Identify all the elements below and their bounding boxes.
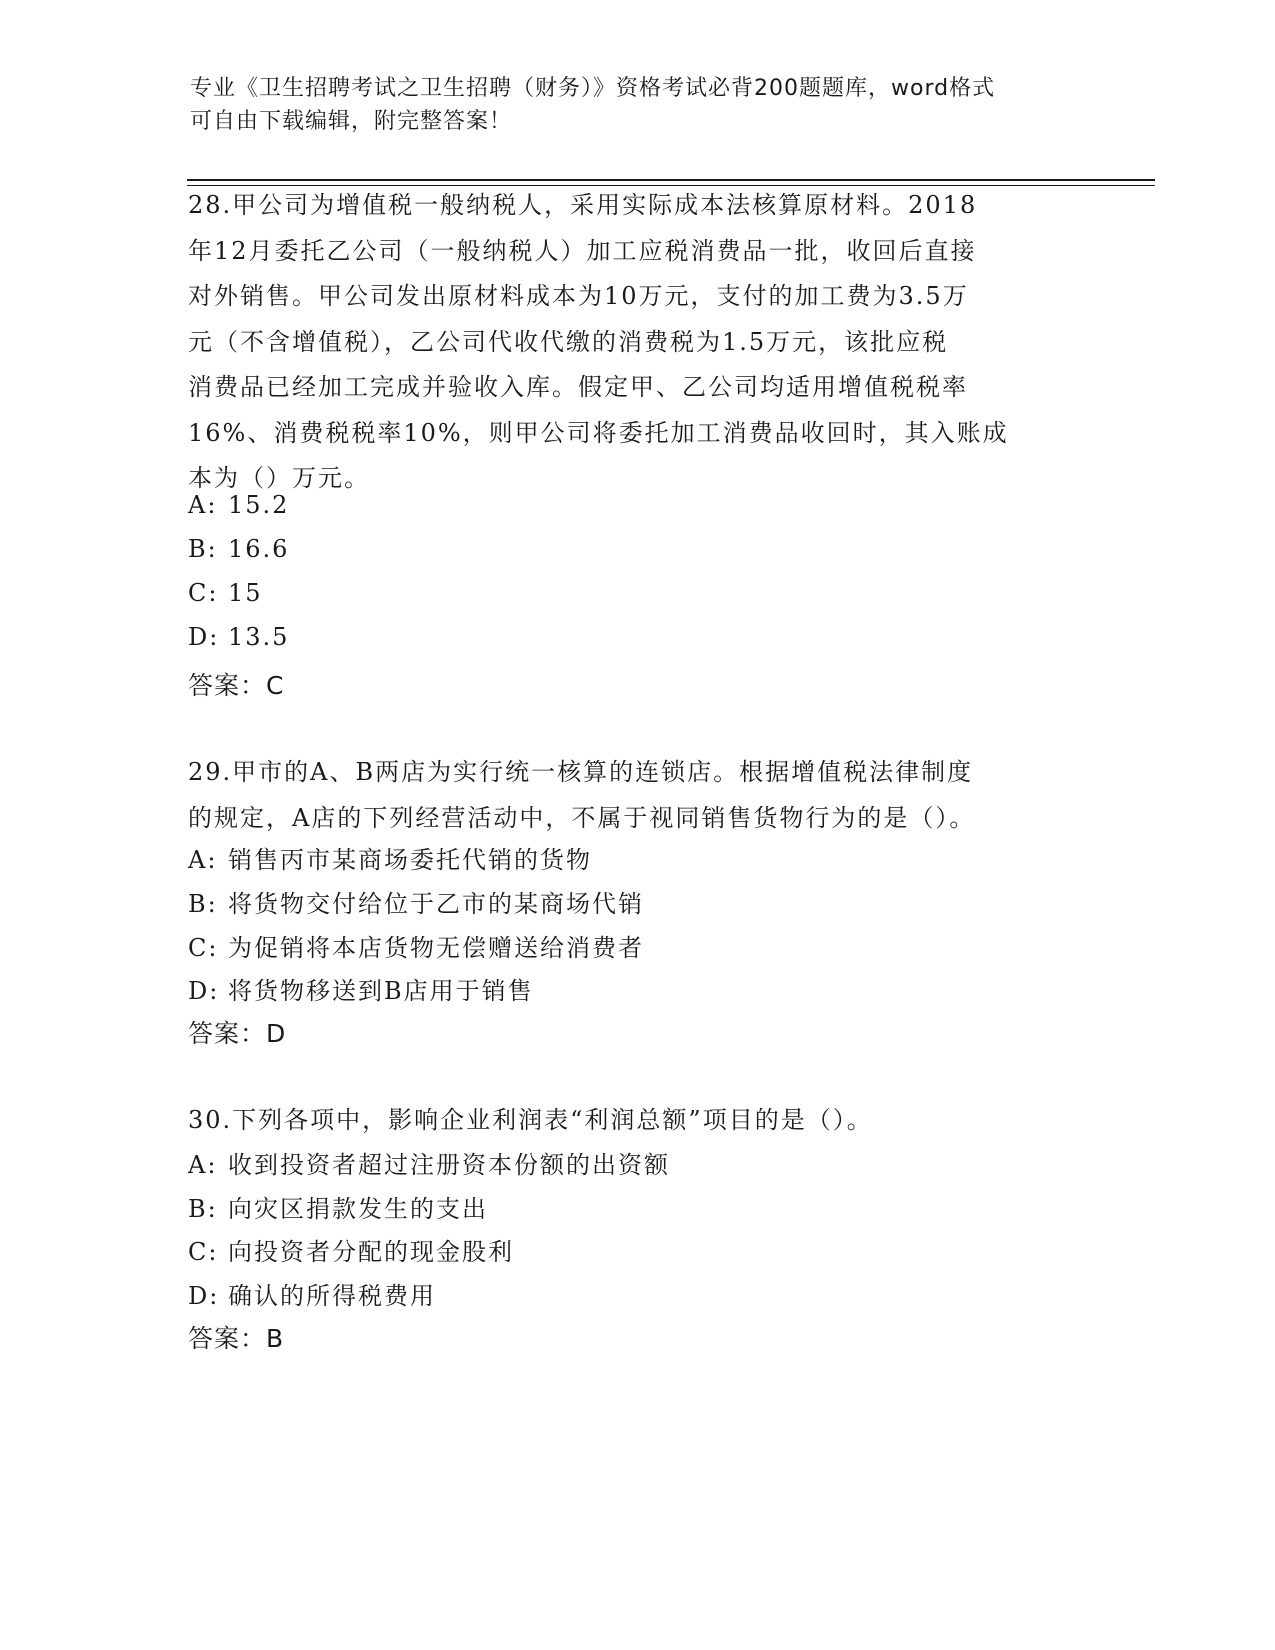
option-letter: A: bbox=[188, 491, 218, 519]
question-line: 28.甲公司为增值税一般纳税人，采用实际成本法核算原材料。2018 bbox=[188, 191, 978, 219]
option-letter: D: bbox=[188, 1282, 220, 1310]
option-letter: C: bbox=[188, 579, 219, 607]
option-text: 15 bbox=[228, 579, 263, 607]
option-text: 15.2 bbox=[228, 491, 290, 519]
question-line: 本为（）万元。 bbox=[188, 464, 370, 492]
question-line: 对外销售。甲公司发出原材料成本为10万元，支付的加工费为3.5万 bbox=[188, 282, 969, 310]
option-letter: A: bbox=[188, 846, 218, 874]
question-28-answer: 答案：C bbox=[188, 671, 285, 700]
option-letter: D: bbox=[188, 977, 220, 1005]
option-text: 向投资者分配的现金股利 bbox=[228, 1238, 514, 1266]
option-letter: C: bbox=[188, 934, 219, 962]
question-30-text bbox=[188, 1098, 873, 1144]
header-rule-thick bbox=[187, 179, 1155, 181]
header-line-2: 可自由下载编辑，附完整答案！ bbox=[190, 109, 513, 134]
option-text: 销售丙市某商场委托代销的货物 bbox=[228, 846, 592, 874]
option-text: 16.6 bbox=[228, 535, 290, 563]
question-28-option-b bbox=[188, 535, 289, 563]
document-header bbox=[190, 72, 1080, 138]
question-29-text bbox=[188, 750, 975, 841]
question-29-answer: 答案：D bbox=[188, 1019, 287, 1048]
option-letter: C: bbox=[188, 1238, 219, 1266]
option-text: 向灾区捐款发生的支出 bbox=[228, 1195, 488, 1223]
question-30-option-b bbox=[188, 1189, 488, 1224]
header-line-1: 专业《卫生招聘考试之卫生招聘（财务）》资格考试必背200题题库，word格式 bbox=[190, 76, 996, 101]
option-text: 13.5 bbox=[228, 623, 290, 651]
option-text: 收到投资者超过注册资本份额的出资额 bbox=[228, 1151, 670, 1179]
question-30-option-d bbox=[188, 1276, 436, 1311]
question-28-option-c bbox=[188, 579, 263, 607]
option-letter: A: bbox=[188, 1151, 218, 1179]
question-30-option-c bbox=[188, 1232, 514, 1267]
option-text: 为促销将本店货物无偿赠送给消费者 bbox=[228, 934, 644, 962]
question-28-option-a bbox=[188, 491, 289, 519]
question-30-option-a bbox=[188, 1145, 670, 1180]
question-29-option-b bbox=[188, 884, 644, 919]
option-text: 确认的所得税费用 bbox=[228, 1282, 436, 1310]
option-letter: B: bbox=[188, 535, 218, 563]
question-29-option-d bbox=[188, 971, 534, 1006]
option-text: 将货物交付给位于乙市的某商场代销 bbox=[228, 890, 644, 918]
question-line: 30.下列各项中，影响企业利润表“利润总额”项目的是（）。 bbox=[188, 1106, 873, 1134]
question-29-option-c bbox=[188, 928, 644, 963]
question-line: 29.甲市的A、B两店为实行统一核算的连锁店。根据增值税法律制度 bbox=[188, 758, 974, 786]
question-28-option-d bbox=[188, 623, 289, 651]
question-line: 年12月委托乙公司（一般纳税人）加工应税消费品一批，收回后直接 bbox=[188, 236, 977, 265]
option-text: 将货物移送到B店用于销售 bbox=[228, 977, 534, 1005]
option-letter: B: bbox=[188, 890, 218, 918]
question-28-text bbox=[188, 183, 1009, 502]
question-30-answer: 答案：B bbox=[188, 1324, 285, 1353]
question-line: 的规定，A店的下列经营活动中，不属于视同销售货物行为的是（）。 bbox=[188, 803, 976, 832]
question-line: 消费品已经加工完成并验收入库。假定甲、乙公司均适用增值税税率 bbox=[188, 373, 968, 401]
question-line: 元（不含增值税），乙公司代收代缴的消费税为1.5万元，该批应税 bbox=[188, 327, 949, 356]
option-letter: B: bbox=[188, 1195, 218, 1223]
question-29-option-a bbox=[188, 840, 592, 875]
question-line: 16%、消费税税率10%，则甲公司将委托加工消费品收回时，其入账成 bbox=[188, 418, 1009, 447]
option-letter: D: bbox=[188, 623, 220, 651]
